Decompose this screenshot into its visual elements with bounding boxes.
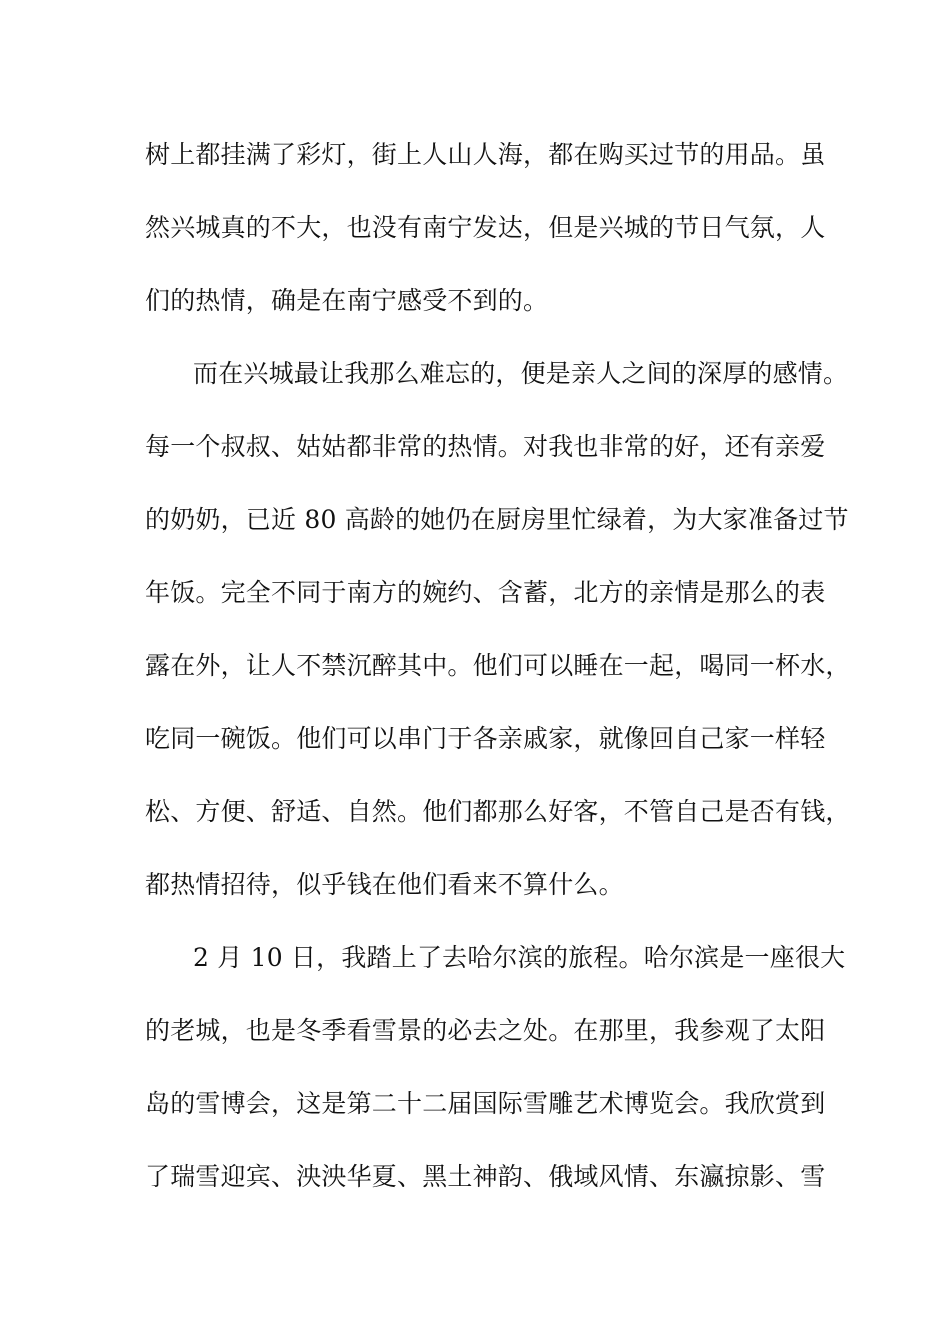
document-page: [145, 130, 851, 1225]
text-line: 的奶奶，已近 80 高龄的她仍在厨房里忙绿着，为大家准备过节: [145, 505, 849, 534]
text-line: 们的热情，确是在南宁感受不到的。: [145, 286, 549, 315]
text-line: 都热情招待，似乎钱在他们看来不算什么。: [145, 870, 624, 899]
text-line: 了瑞雪迎宾、泱泱华夏、黑土神韵、俄域风情、东瀛掠影、雪: [145, 1162, 826, 1191]
text-line: 树上都挂满了彩灯，街上人山人海，都在购买过节的用品。虽: [145, 140, 826, 169]
text-line: 露在外，让人不禁沉醉其中。他们可以睡在一起，喝同一杯水，: [145, 651, 851, 680]
text-line: 岛的雪博会，这是第二十二届国际雪雕艺术博览会。我欣赏到: [145, 1089, 826, 1118]
text-line: 然兴城真的不大，也没有南宁发达，但是兴城的节日气氛，人: [145, 213, 826, 242]
text-line: 年饭。完全不同于南方的婉约、含蓄，北方的亲情是那么的表: [145, 578, 826, 607]
text-line: 松、方便、舒适、自然。他们都那么好客，不管自己是否有钱，: [145, 797, 851, 826]
text-line: 每一个叔叔、姑姑都非常的热情。对我也非常的好，还有亲爱: [145, 432, 826, 461]
paragraph-2: [145, 349, 851, 933]
text-line: 的老城，也是冬季看雪景的必去之处。在那里，我参观了太阳: [145, 1016, 826, 1045]
paragraph-1: [145, 130, 826, 349]
text-line: 2 月 10 日，我踏上了去哈尔滨的旅程。哈尔滨是一座很大: [193, 943, 846, 972]
paragraph-3: [145, 933, 846, 1225]
text-line: 而在兴城最让我那么难忘的，便是亲人之间的深厚的感情。: [193, 359, 849, 388]
text-line: 吃同一碗饭。他们可以串门于各亲戚家，就像回自己家一样轻: [145, 724, 826, 753]
